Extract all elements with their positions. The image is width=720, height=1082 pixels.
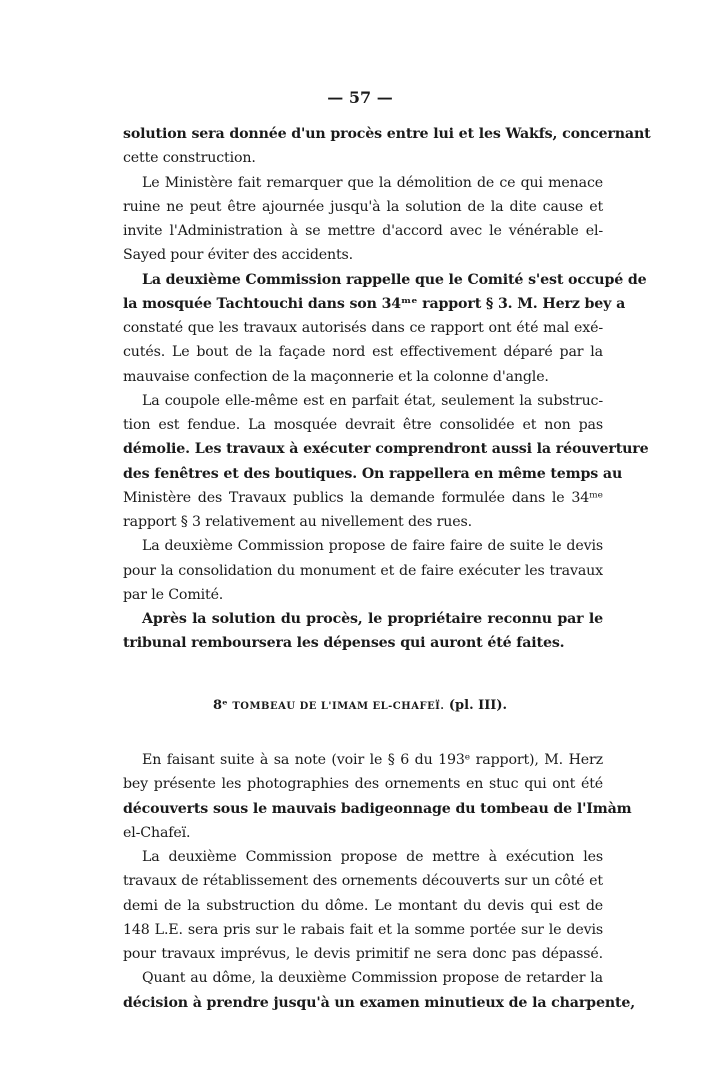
text-line: pour la consolidation du monument et de faire exécuter les travaux: [123, 562, 603, 579]
text-line: tribunal remboursera les dépenses qui auront été faites.: [123, 635, 565, 652]
text-line: La deuxième Commission rappelle que le Comité s'est occupé de: [142, 271, 647, 288]
text-line: mauvaise confection de la maçonnerie et la colonne d'angle.: [123, 368, 549, 385]
text-block-lower: [123, 748, 636, 1015]
section-number: 8ᵉ: [212, 698, 228, 713]
text-line: Sayed pour éviter des accidents.: [123, 247, 354, 264]
text-line: la mosquée Tachtouchi dans son 34ᵐᵉ rapport § 3. M. Herz bey a: [123, 295, 626, 312]
section-heading: [0, 694, 720, 719]
text-line: En faisant suite à sa note (voir le § 6 du 193ᵉ rapport), M. Herz: [142, 752, 603, 768]
text-line: invite l'Administration à se mettre d'accord avec le vénérable el-: [123, 223, 603, 239]
text-line: cutés. Le bout de la façade nord est effectivement déparé par la: [123, 344, 603, 361]
text-line: ruine ne peut être ajournée jusqu'à la solution de la dite cause et: [123, 198, 603, 215]
text-line: découverts sous le mauvais badigeonnage du tombeau de l'Imàm: [123, 800, 632, 817]
text-line: La deuxième Commission propose de mettre à exécution les: [142, 849, 603, 865]
text-line: rapport § 3 relativement au nivellement des rues.: [123, 514, 472, 530]
text-line: cette construction.: [123, 150, 256, 167]
text-line: Ministère des Travaux publics la demande formulée dans le 34ᵐᵉ: [123, 489, 603, 506]
text-line: décision à prendre jusqu'à un examen minutieux de la charpente,: [123, 994, 636, 1011]
text-line: Après la solution du procès, le propriétaire reconnu par le: [142, 611, 603, 627]
text-line: La coupole elle-même est en parfait état, seulement la substruc-: [142, 392, 603, 409]
page-number: — 57 —: [327, 88, 393, 107]
text-line: constaté que les travaux autorisés dans ce rapport ont été mal exé-: [123, 320, 603, 336]
text-line: Le Ministère fait remarquer que la démolition de ce qui menace: [142, 174, 603, 191]
text-line: 148 L.E. sera pris sur le rabais fait et la somme portée sur le devis: [123, 921, 603, 938]
text-line: démolie. Les travaux à exécuter comprendront aussi la réouverture: [123, 441, 649, 458]
text-line: demi de la substruction du dôme. Le montant du devis qui est de: [123, 897, 603, 914]
section-plate-ref: (pl. III).: [448, 698, 508, 713]
text-line: par le Comité.: [123, 586, 224, 603]
section-title: TOMBEAU DE L'IMAM EL-CHAFEÏ.: [232, 701, 445, 712]
text-line: solution sera donnée d'un procès entre lui et les Wakfs, concernant: [123, 126, 651, 142]
text-line: el-Chafeï.: [123, 824, 191, 841]
text-line: travaux de rétablissement des ornements découverts sur un côté et: [123, 873, 603, 890]
text-line: Quant au dôme, la deuxième Commission propose de retarder la: [142, 970, 603, 987]
text-block-upper: [123, 122, 651, 656]
text-line: tion est fendue. La mosquée devrait être consolidée et non pas: [123, 417, 603, 433]
text-line: bey présente les photographies des ornements en stuc qui ont été: [123, 776, 603, 793]
text-line: La deuxième Commission propose de faire faire de suite le devis: [142, 538, 603, 555]
text-line: des fenêtres et des boutiques. On rappellera en même temps au: [123, 465, 623, 482]
text-line: pour travaux imprévus, le devis primitif ne sera donc pas dépassé.: [123, 946, 603, 962]
